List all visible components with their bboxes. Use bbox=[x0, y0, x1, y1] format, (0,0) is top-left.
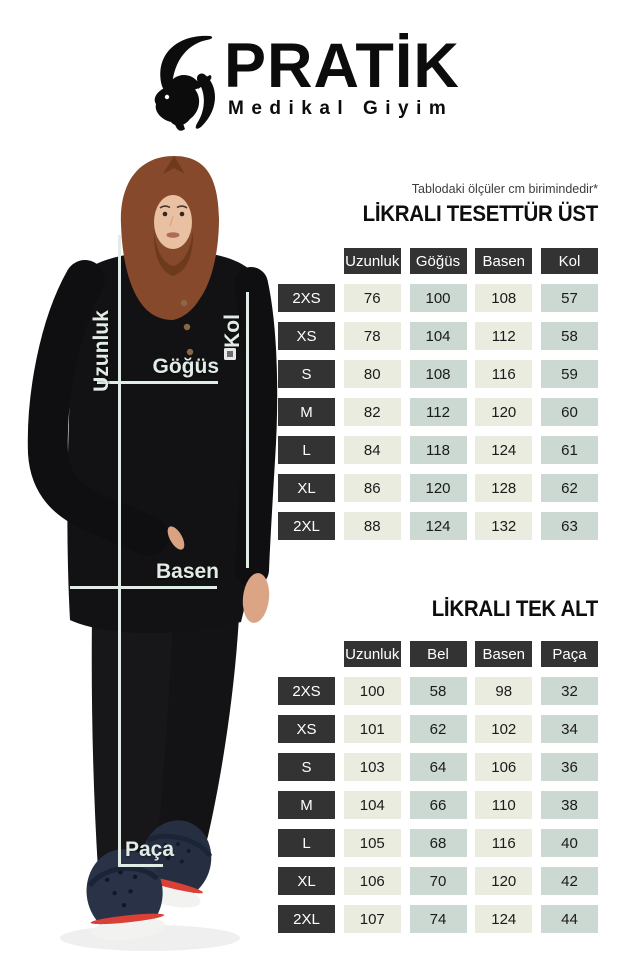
value-cell: 101 bbox=[344, 715, 401, 743]
brand-logo bbox=[150, 28, 495, 140]
value-cell: 40 bbox=[541, 829, 598, 857]
table-corner-spacer bbox=[278, 248, 335, 274]
value-cell: 107 bbox=[344, 905, 401, 933]
table-corner-spacer bbox=[278, 641, 335, 667]
value-cell: 60 bbox=[541, 398, 598, 426]
value-cell: 108 bbox=[410, 360, 467, 388]
value-cell: 58 bbox=[541, 322, 598, 350]
table-title-top: LİKRALI TESETTÜR ÜST bbox=[362, 201, 598, 226]
value-cell: 66 bbox=[410, 791, 467, 819]
value-cell: 58 bbox=[410, 677, 467, 705]
value-cell: 120 bbox=[475, 398, 532, 426]
value-cell: 76 bbox=[344, 284, 401, 312]
value-cell: 64 bbox=[410, 753, 467, 781]
units-note: Tablodaki ölçüler cm birimindedir* bbox=[411, 182, 598, 196]
value-cell: 118 bbox=[410, 436, 467, 464]
size-label-cell: XS bbox=[278, 322, 335, 350]
value-cell: 112 bbox=[410, 398, 467, 426]
value-cell: 100 bbox=[410, 284, 467, 312]
column-header-cell: Uzunluk bbox=[344, 248, 401, 274]
size-label-cell: M bbox=[278, 398, 335, 426]
kol-measure-line bbox=[246, 292, 249, 568]
uzunluk-measure-line bbox=[118, 235, 121, 867]
value-cell: 124 bbox=[410, 512, 467, 540]
size-label-cell: XL bbox=[278, 474, 335, 502]
basen-measure-line bbox=[70, 586, 217, 589]
column-header-cell: Basen bbox=[475, 248, 532, 274]
column-header-cell: Göğüs bbox=[410, 248, 467, 274]
size-label-cell: 2XS bbox=[278, 284, 335, 312]
value-cell: 68 bbox=[410, 829, 467, 857]
brand-name: PRATİK bbox=[224, 31, 460, 101]
goat-icon bbox=[152, 30, 222, 134]
basen-label: Basen bbox=[155, 560, 219, 583]
value-cell: 36 bbox=[541, 753, 598, 781]
size-label-cell: L bbox=[278, 436, 335, 464]
paca-label: Paça bbox=[125, 838, 175, 861]
value-cell: 128 bbox=[475, 474, 532, 502]
value-cell: 102 bbox=[475, 715, 532, 743]
value-cell: 44 bbox=[541, 905, 598, 933]
kol-label: Kol bbox=[221, 314, 244, 348]
value-cell: 38 bbox=[541, 791, 598, 819]
size-label-cell: M bbox=[278, 791, 335, 819]
value-cell: 78 bbox=[344, 322, 401, 350]
value-cell: 70 bbox=[410, 867, 467, 895]
value-cell: 104 bbox=[344, 791, 401, 819]
gogus-label: Göğüs bbox=[152, 355, 219, 378]
column-header-cell: Basen bbox=[475, 641, 532, 667]
value-cell: 59 bbox=[541, 360, 598, 388]
value-cell: 112 bbox=[475, 322, 532, 350]
value-cell: 106 bbox=[475, 753, 532, 781]
value-cell: 61 bbox=[541, 436, 598, 464]
size-table-top bbox=[278, 248, 598, 540]
value-cell: 34 bbox=[541, 715, 598, 743]
size-label-cell: XL bbox=[278, 867, 335, 895]
value-cell: 104 bbox=[410, 322, 467, 350]
size-label-cell: 2XL bbox=[278, 905, 335, 933]
value-cell: 100 bbox=[344, 677, 401, 705]
value-cell: 63 bbox=[541, 512, 598, 540]
column-header-cell: Paça bbox=[541, 641, 598, 667]
size-label-cell: XS bbox=[278, 715, 335, 743]
size-label-cell: S bbox=[278, 360, 335, 388]
value-cell: 120 bbox=[475, 867, 532, 895]
value-cell: 62 bbox=[410, 715, 467, 743]
value-cell: 74 bbox=[410, 905, 467, 933]
value-cell: 116 bbox=[475, 829, 532, 857]
value-cell: 88 bbox=[344, 512, 401, 540]
value-cell: 42 bbox=[541, 867, 598, 895]
size-table-bottom bbox=[278, 641, 598, 933]
value-cell: 108 bbox=[475, 284, 532, 312]
size-label-cell: 2XS bbox=[278, 677, 335, 705]
gogus-measure-line bbox=[97, 381, 218, 384]
uzunluk-label: Uzunluk bbox=[90, 310, 113, 392]
size-label-cell: L bbox=[278, 829, 335, 857]
value-cell: 62 bbox=[541, 474, 598, 502]
value-cell: 57 bbox=[541, 284, 598, 312]
value-cell: 124 bbox=[475, 905, 532, 933]
value-cell: 103 bbox=[344, 753, 401, 781]
paca-measure-line bbox=[118, 864, 163, 867]
size-label-cell: S bbox=[278, 753, 335, 781]
value-cell: 86 bbox=[344, 474, 401, 502]
value-cell: 32 bbox=[541, 677, 598, 705]
value-cell: 120 bbox=[410, 474, 467, 502]
value-cell: 82 bbox=[344, 398, 401, 426]
value-cell: 116 bbox=[475, 360, 532, 388]
column-header-cell: Bel bbox=[410, 641, 467, 667]
value-cell: 110 bbox=[475, 791, 532, 819]
column-header-cell: Kol bbox=[541, 248, 598, 274]
column-header-cell: Uzunluk bbox=[344, 641, 401, 667]
value-cell: 132 bbox=[475, 512, 532, 540]
value-cell: 106 bbox=[344, 867, 401, 895]
brand-tagline: Medikal Giyim bbox=[228, 98, 454, 119]
value-cell: 84 bbox=[344, 436, 401, 464]
size-label-cell: 2XL bbox=[278, 512, 335, 540]
value-cell: 105 bbox=[344, 829, 401, 857]
table-title-bottom: LİKRALI TEK ALT bbox=[431, 596, 598, 621]
value-cell: 124 bbox=[475, 436, 532, 464]
value-cell: 98 bbox=[475, 677, 532, 705]
value-cell: 80 bbox=[344, 360, 401, 388]
